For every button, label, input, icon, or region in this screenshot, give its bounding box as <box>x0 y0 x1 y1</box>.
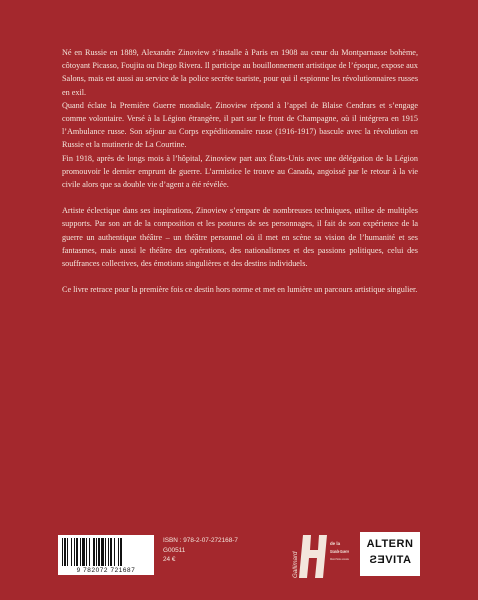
book-meta <box>163 536 238 565</box>
paragraph-2: Quand éclate la Première Guerre mondiale, Zinoview répond à l’appel de Blaise Cendrars et s’engage comme volontaire. Versé à la Légion étrangère, il part sur le front de Champagne, où il intégrera en 1915 l’Ambulance russe. Son séjour au Corps expéditionnaire russe (1916-1917) bascule avec la révolution en Russie et la mutinerie de La Courtine. <box>62 100 418 150</box>
alternatives-logo <box>360 532 420 576</box>
barcode-number: 9 782072 721687 <box>76 567 136 574</box>
publisher-logo-small-top: de la <box>330 541 341 546</box>
alternatives-logo-top: ALTERN <box>366 538 414 550</box>
barcode-bars <box>62 538 150 566</box>
price: 24 € <box>163 556 176 563</box>
paragraph-1: Né en Russie en 1889, Alexandre Zinoview s’installe à Paris en 1908 au cœur du Montparnasse bohème, côtoyant Picasso, Foujita ou Diego Rivera. Il participe au bouillonnement artistique de l’époque, expose aux Salons, mais est aussi au service de la police secrète tsariste, pour qui il espionne les révolutionnaires russes en exil. <box>62 48 418 97</box>
blurb-text <box>62 46 418 296</box>
publisher-logo-grande-guerre <box>290 530 350 580</box>
publisher-logo-main: Grande Guerre <box>330 549 350 554</box>
paragraph-5: Ce livre retrace pour la première fois ce destin hors norme et met en lumière un parcours artistique singulier. <box>62 285 418 295</box>
h-letter-shape <box>299 535 327 578</box>
alternatives-logo-bottom: ATIVES <box>369 554 411 566</box>
publisher-logo-small-bottom: Mission Histoire centenaire <box>330 558 350 561</box>
barcode-bar <box>122 538 123 566</box>
paragraph-spacer <box>62 270 418 283</box>
barcode <box>58 535 154 575</box>
paragraph-spacer <box>62 191 418 204</box>
paragraph-4: Artiste éclectique dans ses inspirations, Zinoview s’empare de nombreuses techniques, utilise de multiples supports. Par son art de la composition et les postures de ses personnages, il fait de son expérience de la guerre un authentique théâtre – un théâtre personnel où il met en scène sa vision de l’humanité et ses fantasmes, mais aussi le théâtre des opérations, des nationalismes et des passions politiques, celui des souffrances collectives, des émotions singulières et des destins individuels. <box>62 206 418 269</box>
product-code: G00511 <box>163 546 186 554</box>
isbn: ISBN : 978-2-07-272168-7 <box>163 537 238 544</box>
paragraph-3: Fin 1918, après de longs mois à l’hôpital, Zinoview part aux États-Unis avec une délégation de la Légion promouvoir le dernier emprunt de guerre. L’armistice le trouve au Canada, angoissé par le retour à la vie civile alors que sa double vie d’agent a été révélée. <box>62 153 418 190</box>
publisher-logo-side-text: Gallimard <box>292 551 299 578</box>
